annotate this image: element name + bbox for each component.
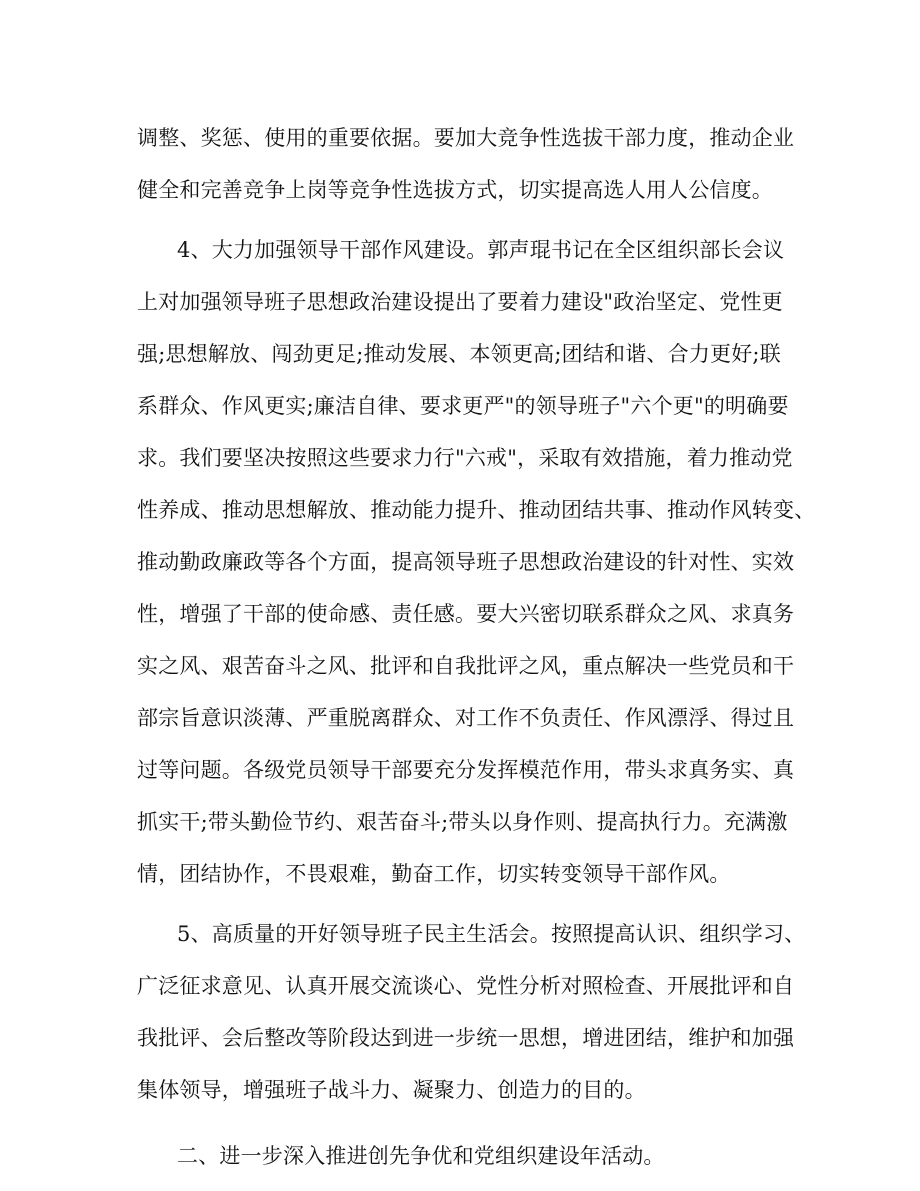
text-line: 4、大力加强领导干部作风建设。郭声琨书记在全区组织部长会议 — [177, 238, 785, 262]
text-line: 强;思想解放、闯劲更足;推动发展、本领更高;团结和谐、合力更好;联 — [137, 342, 781, 366]
paragraph-gap — [137, 216, 787, 224]
text-line: 性，增强了干部的使命感、责任感。要大兴密切联系群众之风、求真务 — [137, 602, 795, 626]
text-line: 健全和完善竞争上岗等竞争性选拔方式，切实提高选人用人公信度。 — [137, 178, 773, 202]
text-line: 集体领导，增强班子战斗力、凝聚力、创造力的目的。 — [137, 1078, 646, 1102]
paragraph-2 — [137, 224, 816, 900]
text-line: 推动勤政廉政等各个方面，提高领导班子思想政治建设的针对性、实效 — [137, 550, 795, 574]
paragraph-gap — [137, 1116, 787, 1130]
text-line: 实之风、艰苦奋斗之风、批评和自我批评之风，重点解决一些党员和干 — [137, 654, 795, 678]
text-line: 过等问题。各级党员领导干部要充分发挥模范作用，带头求真务实、真 — [137, 758, 795, 782]
text-line: 性养成、推动思想解放、推动能力提升、推动团结共事、推动作风转变、 — [137, 498, 816, 522]
text-line: 广泛征求意见、认真开展交流谈心、党性分析对照检查、开展批评和自 — [137, 974, 795, 998]
section-heading: 二、进一步深入推进创先争优和党组织建设年活动。 — [177, 1144, 665, 1168]
paragraph-3 — [137, 908, 806, 1116]
text-line: 5、高质量的开好领导班子民主生活会。按照提高认识、组织学习、 — [177, 922, 806, 946]
document-body — [137, 112, 816, 1182]
text-line: 我批评、会后整改等阶段达到进一步统一思想，增进团结，维护和加强 — [137, 1026, 795, 1050]
text-line: 抓实干;带头勤俭节约、艰苦奋斗;带头以身作则、提高执行力。充满激 — [137, 810, 788, 834]
text-line: 调整、奖惩、使用的重要依据。要加大竞争性选拔干部力度，推动企业 — [137, 126, 795, 150]
text-line: 部宗旨意识淡薄、严重脱离群众、对工作不负责任、作风漂浮、得过且 — [137, 706, 795, 730]
text-line: 系群众、作风更实;廉洁自律、要求更严"的领导班子"六个更"的明确要 — [137, 394, 789, 418]
text-line: 上对加强领导班子思想政治建设提出了要着力建设"政治坚定、党性更 — [137, 290, 783, 314]
paragraph-gap — [137, 900, 787, 908]
text-line: 情，团结协作，不畏艰难，勤奋工作，切实转变领导干部作风。 — [137, 862, 731, 886]
paragraph-4 — [137, 1130, 787, 1182]
paragraph-1 — [137, 112, 795, 216]
text-line: 求。我们要坚决按照这些要求力行"六戒"，采取有效措施，着力推动党 — [137, 446, 793, 470]
